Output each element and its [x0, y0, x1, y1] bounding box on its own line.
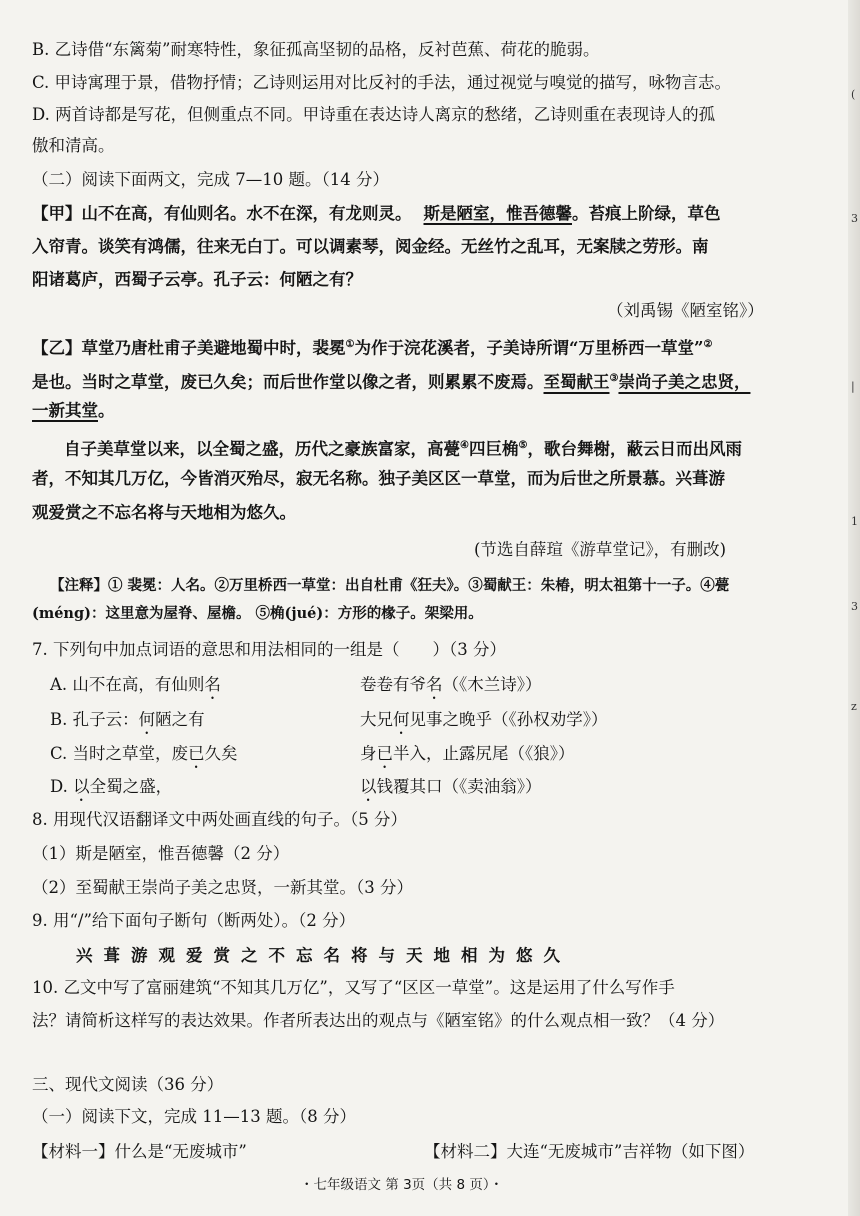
- q6-option-d-line1: D. 两首诗都是写花，但侧重点不同。甲诗重在表达诗人离京的愁绪，乙诗则重在表现诗人的孤: [32, 105, 716, 124]
- q7-b-right-text: 大兄: [360, 710, 393, 729]
- yi-label: 【乙】: [32, 338, 82, 358]
- q7-b-right: [360, 710, 608, 738]
- q7-c-left-dotted: 已: [188, 744, 205, 763]
- edge-mark: (: [851, 88, 856, 101]
- q7-option-d: [50, 777, 542, 805]
- jia-line1: [32, 204, 721, 224]
- q7-a-left: A. 山不在高，有仙则: [50, 675, 205, 694]
- note-ref-4: ④: [460, 440, 469, 451]
- yi-p2-line1: [64, 436, 742, 460]
- jia-source: （刘禹锡《陋室铭》）: [607, 301, 764, 320]
- q7-d-left-dotted: 以: [73, 777, 90, 796]
- q7-b-left-dotted: 何: [138, 710, 156, 729]
- note-ref-3: ③: [609, 373, 619, 384]
- material2-heading: 【材料二】大连“无废城市”吉祥物（如下图）: [424, 1142, 755, 1161]
- edge-mark: 1: [851, 515, 858, 528]
- q7-a-right-text: 卷卷有爷: [360, 675, 426, 694]
- yi-line1-a: 草堂乃唐杜甫子美避地蜀中时，裴冕: [81, 338, 346, 358]
- q7-a-right-dotted: 名: [426, 675, 443, 694]
- yi-p2-line3: 观爱赏之不忘名将与天地相为悠久。: [32, 503, 296, 522]
- yi-line2: [32, 369, 750, 393]
- q7-stem: 7. 下列句中加点词语的意思和用法相同的一组是（ ）（3 分）: [32, 640, 506, 659]
- q7-b-right-dotted: 何: [393, 710, 410, 729]
- q7-c-right: [360, 744, 575, 772]
- q6-option-c: C. 甲诗寓理于景，借物抒情；乙诗则运用对比反衬的手法，通过视觉与嗅觉的描写，咏物言志。: [32, 73, 732, 92]
- note-ref-1: ①: [345, 339, 355, 350]
- note-ref-5: ⑤: [518, 440, 528, 451]
- edge-mark: z: [851, 700, 857, 713]
- material1-heading: 【材料一】什么是“无废城市”: [32, 1142, 247, 1161]
- q7-d-left-end: 全蜀之盛，: [89, 777, 173, 796]
- q7-d-left: D.: [50, 777, 74, 796]
- page-footer: ・七年级语文 第 3页（共 8 页）・: [300, 1177, 504, 1193]
- q6-option-d-line2: 傲和清高。: [32, 136, 115, 155]
- yi-source: (节选自薛瑄《游草堂记》，有删改): [474, 540, 727, 559]
- yi-line3: [32, 401, 115, 421]
- yi-line1: [32, 335, 712, 359]
- q7-d-right: [360, 777, 542, 805]
- q8-item1: （1）斯是陋室，惟吾德馨（2 分）: [32, 844, 290, 863]
- q7-b-left: B. 孔子云：: [50, 710, 139, 729]
- yi-p2-line2: 者，不知其几万亿，今皆消灭殆尽，寂无名称。独子美区区一草堂，而为后世之所景慕。兴葺游: [32, 469, 725, 488]
- jia-text-b: 。苔痕上阶绿，草色: [572, 204, 721, 223]
- note-ref-2: ②: [703, 339, 713, 350]
- yi-p2-c: ，歌台舞榭，蔽云日而出风雨: [527, 439, 742, 459]
- section3-heading: 三、现代文阅读（36 分）: [32, 1075, 224, 1094]
- q7-option-a: [50, 675, 542, 703]
- edge-mark: 3: [851, 600, 858, 613]
- yi-underlined-a: 至蜀献王: [543, 372, 610, 392]
- yi-line2-a: 是也。当时之草堂，废已久矣；而后世作堂以像之者，则累累不废焉。: [32, 372, 544, 392]
- yi-underlined-b: 崇尚子美之忠贤，: [618, 372, 751, 392]
- yi-underlined-c: 一新其堂: [32, 401, 98, 420]
- notes-line1: 【注释】① 裴冕：人名。②万里桥西一草堂：出自杜甫《狂夫》。③蜀献王：朱椿，明太祖第十一子。④甍: [50, 577, 730, 594]
- q7-c-left-end: 久矣: [204, 744, 238, 763]
- q10-line1: 10. 乙文中写了富丽建筑“不知其几万亿”，又写了“区区一草堂”。这是运用了什么写作手: [32, 978, 675, 997]
- jia-text-a: 山不在高，有仙则名。水不在深，有龙则灵。: [81, 204, 412, 223]
- notes-line2: (méng)：这里意为屋脊、屋檐。 ⑤桷(jué)：方形的椽子。架梁用。: [32, 605, 483, 622]
- q7-d-right-dotted: 以: [360, 777, 377, 796]
- q7-c-right-source: 半入，止露尻尾（《狼》）: [393, 744, 575, 763]
- section2-heading: （二）阅读下面两文，完成 7—10 题。（14 分）: [32, 170, 389, 189]
- q7-d-right-source: 钱覆其口（《卖油翁》）: [376, 777, 542, 796]
- jia-line3: 阳诸葛庐，西蜀子云亭。孔子云：何陋之有？: [32, 270, 362, 289]
- yi-p2-b: 四巨桷: [468, 439, 519, 459]
- q9-stem: 9. 用“/”给下面句子断句（断两处）。（2 分）: [32, 911, 356, 930]
- q7-a-left-dotted: 名: [204, 675, 221, 694]
- yi-line3-end: 。: [98, 401, 115, 420]
- q7-a-right-source: （《木兰诗》）: [442, 675, 542, 694]
- q10-line2: 法？请简析这样写的表达效果。作者所表达出的观点与《陋室铭》的什么观点相一致？（4 分）: [32, 1011, 725, 1030]
- yi-p2-a: 自子美草堂以来，以全蜀之盛，历代之豪族富家，高甍: [64, 439, 460, 459]
- q8-item2: （2）至蜀献王崇尚子美之忠贤，一新其堂。（3 分）: [32, 878, 413, 897]
- q6-option-b: B. 乙诗借“东篱菊”耐寒特性，象征孤高坚韧的品格，反衬芭蕉、荷花的脆弱。: [32, 40, 600, 59]
- q7-option-b: [50, 710, 608, 738]
- q7-c-right-text: 身: [360, 744, 377, 763]
- q7-a-right: [360, 675, 542, 703]
- q9-sentence: 兴葺游观爱赏之不忘名将与天地相为悠久: [76, 946, 571, 965]
- q7-b-right-source: 见事之晚乎（《孙权劝学》）: [409, 710, 608, 729]
- section3-subheading: （一）阅读下文，完成 11—13 题。（8 分）: [32, 1107, 356, 1126]
- jia-line2: 入帘青。谈笑有鸿儒，往来无白丁。可以调素琴，阅金经。无丝竹之乱耳，无案牍之劳形。南: [32, 237, 709, 256]
- q7-option-c: [50, 744, 575, 772]
- q7-b-left-end: 陋之有: [155, 710, 205, 729]
- q7-c-left: C. 当时之草堂，废: [50, 744, 189, 763]
- yi-line1-b: 为作于浣花溪者，子美诗所谓“万里桥西一草堂”: [354, 338, 704, 358]
- edge-mark: |: [851, 380, 855, 393]
- q7-c-right-dotted: 已: [376, 744, 393, 763]
- edge-mark: 3: [851, 212, 858, 225]
- jia-underlined-sentence: 斯是陋室，惟吾德馨: [423, 204, 572, 223]
- q8-stem: 8. 用现代汉语翻译文中两处画直线的句子。（5 分）: [32, 810, 407, 829]
- jia-label: 【甲】: [32, 204, 82, 223]
